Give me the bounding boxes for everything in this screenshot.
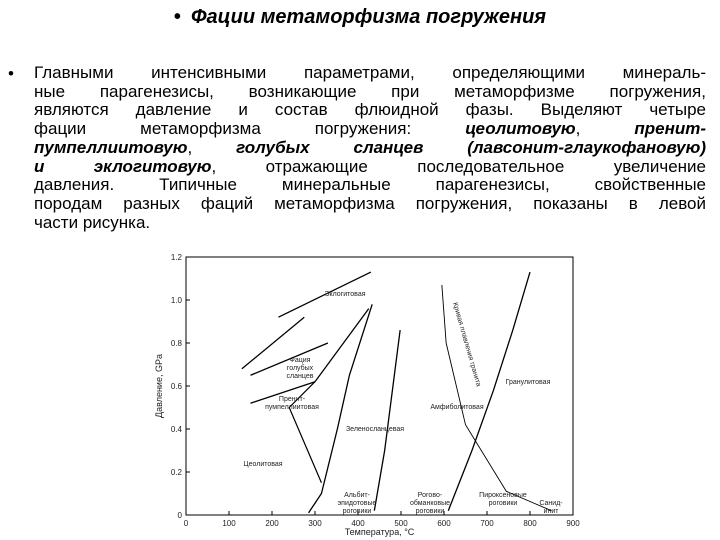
title-bullet: • [173, 6, 181, 28]
y-tick-label: 1.2 [170, 253, 182, 262]
x-tick-label: 800 [523, 519, 537, 528]
x-tick-label: 500 [394, 519, 408, 528]
body-text-run: Главными интенсивными параметрами, определяющими минераль- [34, 63, 706, 82]
facies-term: и эклогитовую [34, 156, 212, 176]
facies-field-label: обманковые [410, 500, 450, 507]
facies-field-label: пумпеллиитовая [265, 404, 319, 411]
body-bullet: • [8, 64, 14, 83]
body-text-run: являются давление и состав флюидной фазы. Выделяют четыре [34, 100, 706, 120]
x-tick-label: 400 [351, 519, 365, 528]
facies-field-label: Кривая плавления гранита [451, 301, 482, 388]
body-text-run: ные парагенезисы, возникающие при метаморфизме погружения, [34, 81, 706, 101]
facies-field-label: Пренит- [278, 396, 306, 403]
x-tick-label: 900 [566, 519, 580, 528]
facies-field-label: Зеленосланцевая [345, 426, 405, 433]
y-tick-label: 0.6 [170, 382, 182, 391]
facies-field-label: голубых [286, 365, 314, 372]
facies-field-label: Санид- [539, 500, 563, 507]
x-axis-label: Температура, °C [344, 527, 415, 537]
facies-field-label: Альбит- [344, 492, 370, 499]
facies-term: пренит- [634, 119, 706, 139]
facies-field-label: сланцев [286, 373, 314, 380]
facies-field-label: Фация [289, 357, 311, 364]
body-text-run: части рисунка. [34, 212, 151, 232]
facies-field-label: Эклогитовая [324, 291, 366, 298]
body-text-run: , отражающие последовательное увеличение [211, 156, 706, 176]
facies-field-label: роговики [342, 508, 372, 515]
slide-title-text: Фации метаморфизма погружения [190, 6, 547, 28]
x-tick-label: 600 [437, 519, 451, 528]
body-text-run: фации метаморфизма погружения: [34, 119, 466, 139]
facies-field-label: Амфиболитовая [430, 404, 484, 411]
facies-field-label: эпидотовые [337, 500, 377, 507]
facies-field-label: Гранулитовая [505, 379, 551, 386]
facies-field-label: роговики [415, 508, 445, 515]
facies-term: цеолитовую [465, 119, 576, 139]
facies-field-label: Цеолитовая [243, 461, 283, 468]
plot-frame [186, 257, 573, 515]
y-tick-label: 0 [177, 511, 182, 520]
body-text-run: породам разных фаций метаморфизма погружения, показаны в левой [34, 193, 706, 213]
y-tick-label: 1.0 [170, 296, 182, 305]
facies-term: пумпеллиитовую [34, 137, 188, 157]
facies-field-label: роговики [488, 500, 518, 507]
y-axis-label: Давление, GPa [154, 354, 164, 418]
x-tick-label: 300 [308, 519, 322, 528]
body-text-run: , [575, 119, 635, 139]
body-text-run: , [187, 137, 237, 157]
x-tick-label: 200 [265, 519, 279, 528]
facies-field-label: Рогово- [417, 492, 443, 499]
x-tick-label: 700 [480, 519, 494, 528]
x-tick-label: 100 [222, 519, 236, 528]
facies-term: голубых сланцев (лавсонит-глаукофановую) [236, 137, 706, 157]
y-tick-label: 0.8 [170, 339, 182, 348]
x-tick-label: 0 [183, 519, 189, 528]
facies-field-label: Пироксеновые [479, 492, 527, 499]
y-tick-label: 0.4 [170, 425, 182, 434]
body-text-run: давления. Типичные минеральные парагенезисы, свойственные [34, 175, 706, 195]
amphibolite-left-boundary [374, 330, 400, 511]
facies-field-label: инит [543, 508, 559, 515]
y-tick-label: 0.2 [170, 468, 182, 477]
